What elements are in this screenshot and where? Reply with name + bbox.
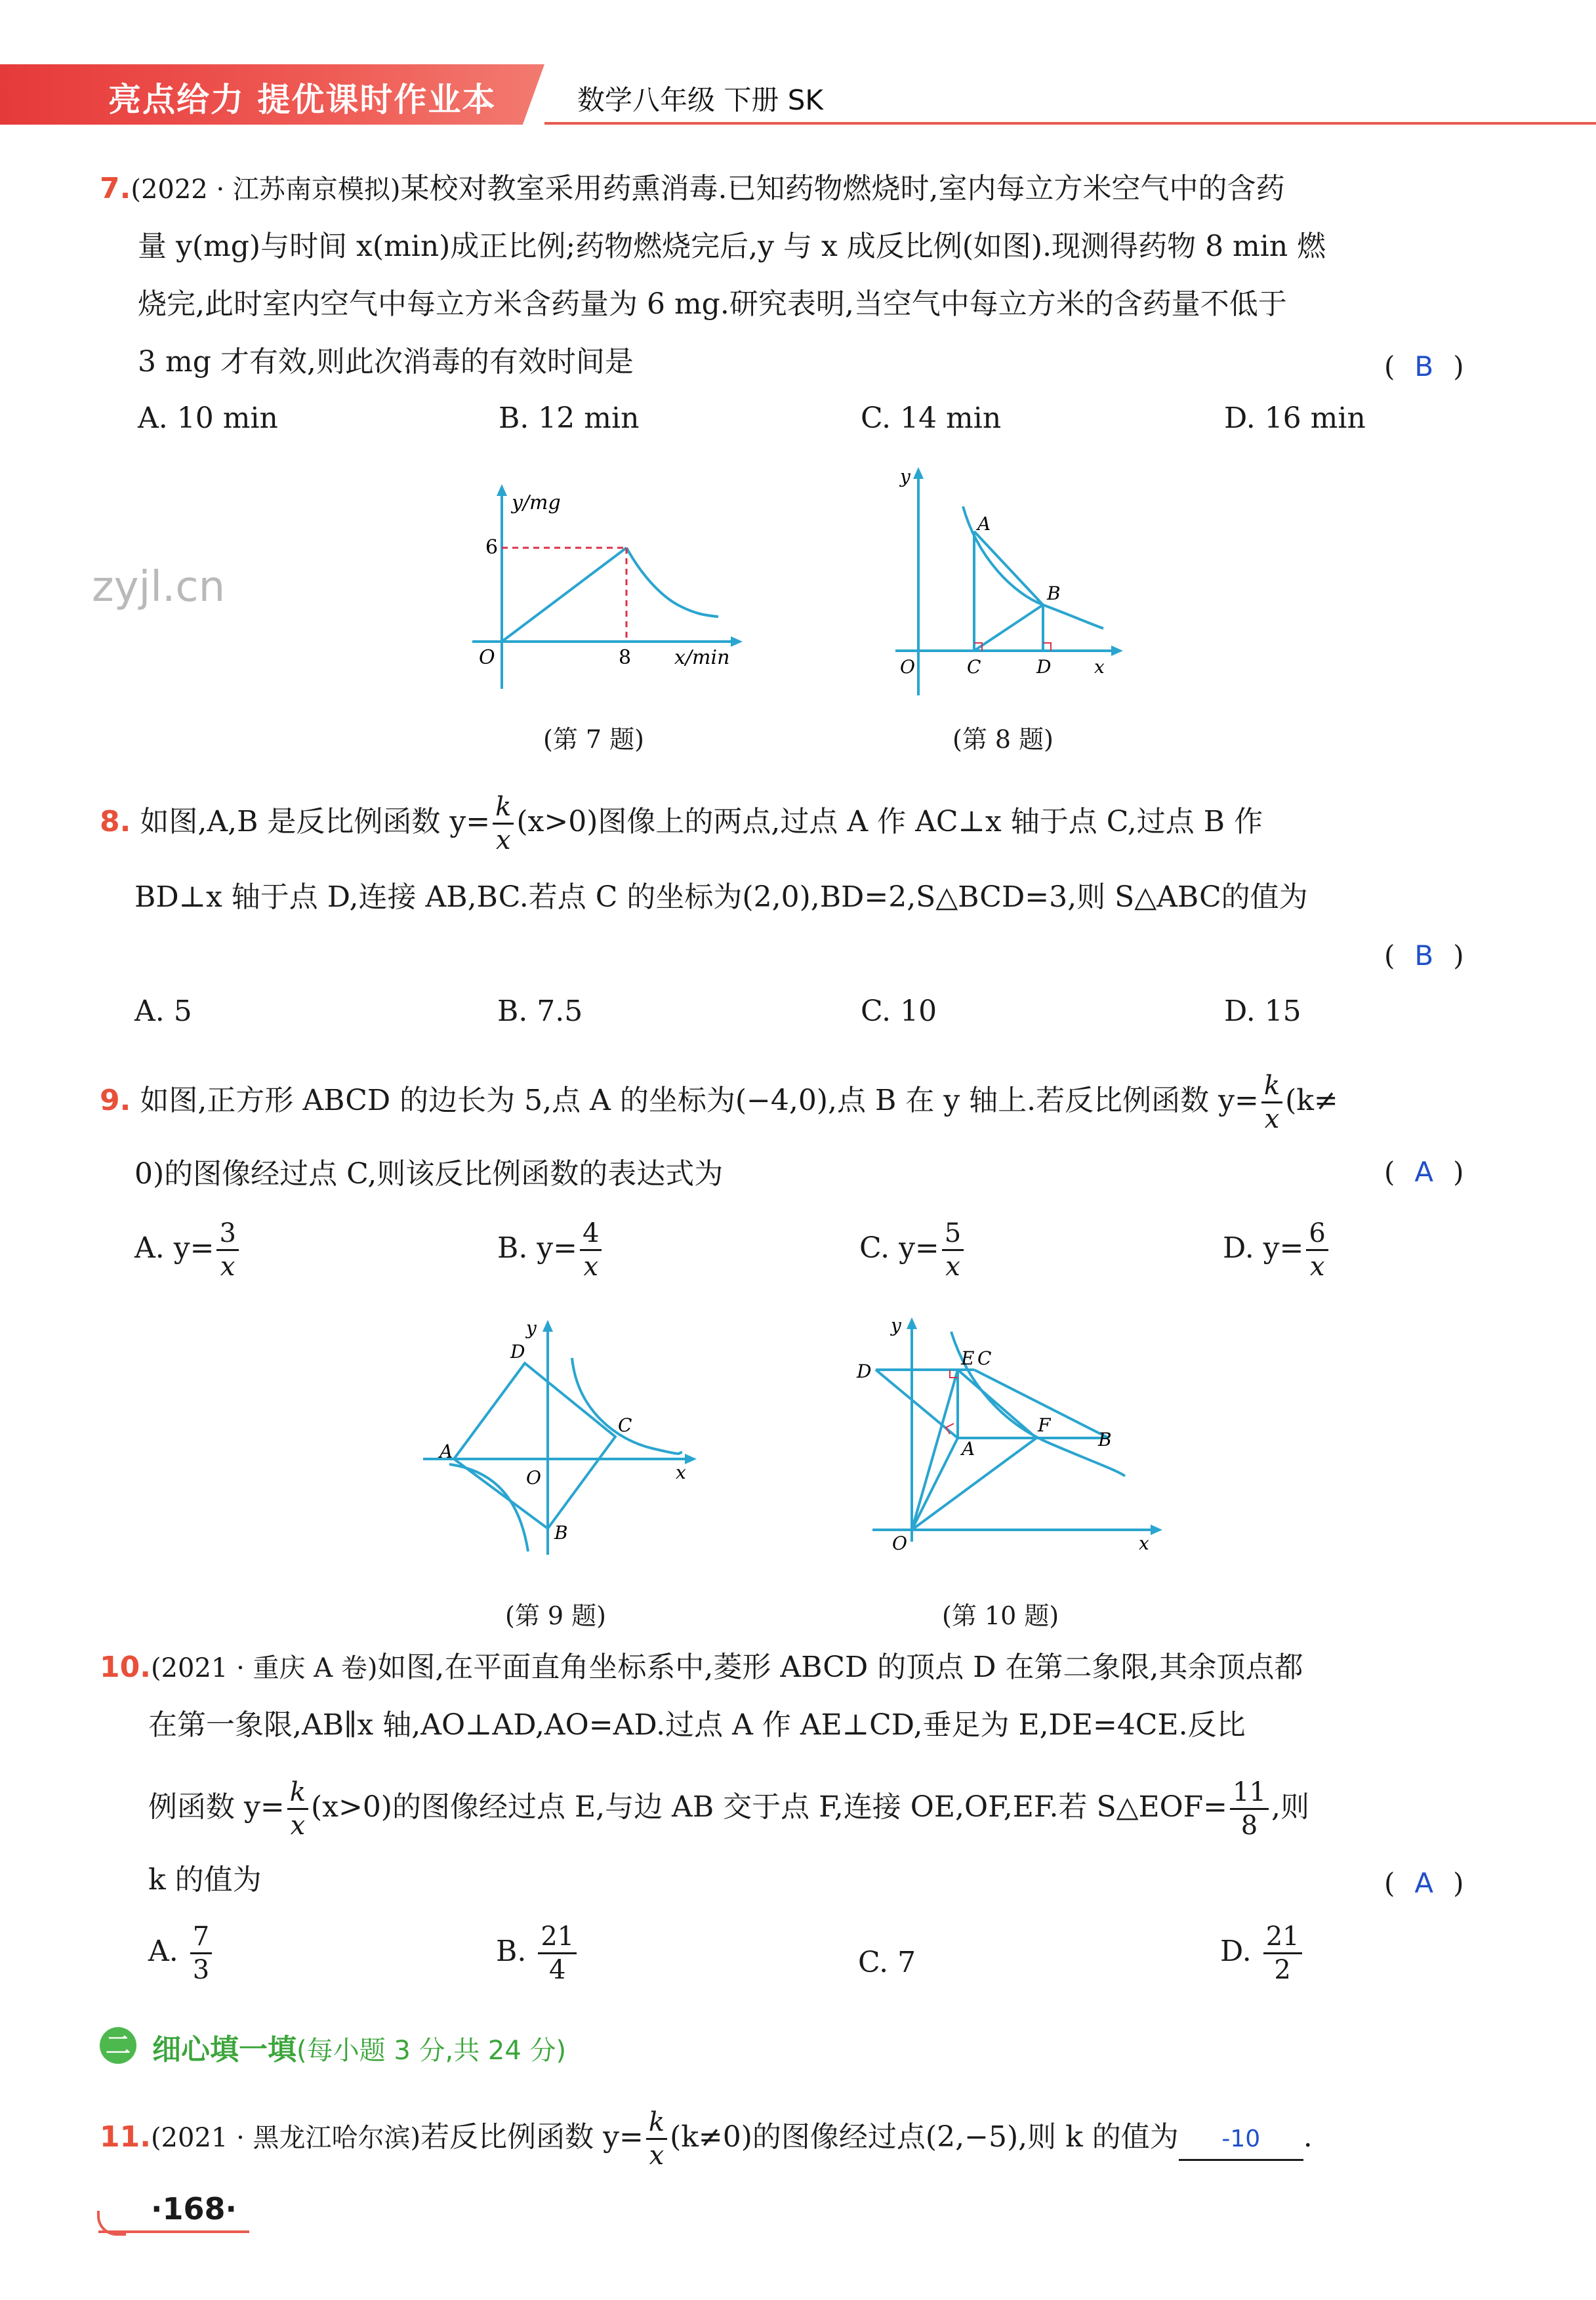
figure-8 (892, 459, 1128, 708)
fig8-x-arrow (1111, 646, 1123, 656)
fig10-label-a: A (962, 1438, 975, 1460)
q10-option-a-den: 3 (192, 1955, 210, 1985)
q8-option-c: C. 10 (861, 995, 937, 1028)
q8-option-b: B. 7.5 (497, 995, 583, 1028)
fig7-y-label: y/mg (512, 491, 561, 514)
q10-option-d-num: 21 (1263, 1923, 1302, 1954)
q9-answer-bracket: ( A ) (1384, 1156, 1464, 1188)
q10-text-3b: (x>0)的图像经过点 E,与边 AB 交于点 F,连接 OE,OF,EF.若 S△EOF= (310, 1790, 1228, 1824)
figure-9 (420, 1312, 702, 1561)
q10-fraction-area (1230, 1779, 1269, 1839)
fig9-label-x: x (676, 1462, 686, 1483)
fig10-caption: (第 10 题) (942, 1601, 1059, 1630)
fig9-x-arrow (685, 1454, 697, 1464)
fig7-origin: O (479, 646, 495, 669)
section-2-icon: 二 (100, 2027, 136, 2064)
q10-answer-bracket: ( A ) (1384, 1867, 1464, 1899)
q10-frac-den: x (290, 1811, 306, 1841)
figure-7 (446, 472, 761, 708)
q7-line3: 烧完,此时室内空气中每立方米含药量为 6 mg.研究表明,当空气中每立方米的含药量不低于 (138, 287, 1287, 321)
fig10-label-c: C (977, 1347, 992, 1369)
q10-text-1: 如图,在平面直角坐标系中,菱形 ABCD 的顶点 D 在第二象限,其余顶点都 (377, 1651, 1303, 1684)
q10-option-c: C. 7 (858, 1946, 916, 1979)
q10-option-a-prefix: A. (148, 1935, 178, 1968)
q9-option-d (1223, 1220, 1331, 1280)
fig10-x-arrow (1151, 1525, 1162, 1535)
fig8-label-o: O (900, 656, 915, 678)
fig10-label-o: O (892, 1532, 907, 1554)
q9-option-a-num: 3 (216, 1220, 238, 1251)
figure-10 (853, 1312, 1168, 1561)
q10-option-b (496, 1923, 579, 1983)
q9-option-c-num: 5 (942, 1220, 964, 1251)
q9-fraction (1261, 1073, 1282, 1132)
q8-line2: BD⊥x 轴于点 D,连接 AB,BC.若点 C 的坐标为(2,0),BD=2,S△BCD=3,则 S△ABC的值为 (134, 880, 1308, 914)
q9-frac-num: k (1261, 1073, 1282, 1103)
q9-option-b-prefix: B. y= (497, 1231, 578, 1265)
fig10-label-b: B (1098, 1429, 1112, 1450)
watermark: zyjl.cn (92, 563, 226, 611)
section-2-title (152, 2026, 566, 2068)
q7-option-d: D. 16 min (1224, 401, 1366, 435)
q10-option-d-den: 2 (1274, 1955, 1291, 1985)
fig9-label-a: A (440, 1441, 453, 1462)
q9-option-d-prefix: D. y= (1223, 1231, 1304, 1265)
q9-option-c (859, 1220, 966, 1280)
fig7-y-arrow (497, 484, 507, 496)
q10-source: (2021 · 重庆 A 卷) (150, 1653, 378, 1683)
q9-frac-den: x (1264, 1104, 1280, 1134)
q9-line2: 0)的图像经过点 C,则该反比例函数的表达式为 (134, 1157, 724, 1191)
fig8-label-b: B (1047, 583, 1061, 604)
fig7-x-arrow (731, 636, 743, 647)
q7-line1 (100, 169, 1284, 209)
fig8-y-arrow (913, 467, 924, 479)
q7-option-a: A. 10 min (138, 401, 278, 435)
q10-option-a (148, 1923, 215, 1983)
fig7-linear-segment (502, 548, 626, 642)
q8-line1 (100, 794, 1263, 853)
q11-text-b: (k≠0)的图像经过点(2,−5),则 k 的值为 (670, 2120, 1179, 2154)
page-number: ·168· (151, 2191, 237, 2227)
q7-text-1: 某校对教室采用药熏消毒.已知药物燃烧时,室内每立方米空气中的含药 (400, 172, 1285, 205)
q10-fraction-k (287, 1779, 308, 1839)
fig7-x-tick: 8 (619, 646, 632, 669)
fig7-hyperbola (626, 548, 718, 617)
fig8-segment-ab (974, 531, 1043, 605)
fig8-label-d: D (1036, 656, 1052, 678)
fig10-label-e: E (961, 1347, 975, 1369)
q11-text-a: 若反比例函数 y= (420, 2120, 644, 2154)
q8-answer-bracket: ( B ) (1384, 939, 1464, 972)
fig9-hyperbola-q1 (572, 1358, 682, 1454)
q10-text-3c: ,则 (1271, 1790, 1309, 1824)
q10-option-b-den: 4 (549, 1955, 566, 1985)
q10-option-d (1220, 1923, 1305, 1983)
fig9-label-o: O (526, 1467, 541, 1489)
q9-line1 (100, 1073, 1338, 1132)
book-subject: 数学八年级 下册 SK (577, 84, 823, 116)
fig7-y-tick: 6 (485, 536, 499, 559)
fig10-y-arrow (907, 1317, 917, 1329)
q9-option-c-prefix: C. y= (859, 1231, 939, 1265)
q11-line (100, 2109, 1313, 2169)
fig8-label-y: y (900, 466, 911, 487)
fig8-label-c: C (967, 656, 981, 678)
q8-option-a: A. 5 (134, 995, 192, 1028)
q8-option-d: D. 15 (1224, 995, 1301, 1028)
fig9-label-y: y (526, 1317, 537, 1339)
q7-answer-bracket: ( B ) (1384, 350, 1464, 382)
q10-option-d-prefix: D. (1220, 1935, 1252, 1968)
fig9-hyperbola-q3 (449, 1464, 528, 1551)
fig9-label-c: C (618, 1414, 632, 1436)
fig10-label-x: x (1139, 1532, 1149, 1554)
q10-area-num: 11 (1230, 1779, 1269, 1810)
fig10-label-y: y (891, 1315, 901, 1336)
q11-number: 11. (100, 2120, 151, 2154)
q8-answer: B (1414, 939, 1434, 972)
q11-frac-den: x (649, 2141, 665, 2171)
q10-line3 (148, 1779, 1309, 1839)
header-rule (544, 122, 1596, 125)
fig9-square-abcd (454, 1363, 615, 1529)
q9-option-d-num: 6 (1306, 1220, 1328, 1251)
q10-text-3a: 例函数 y= (148, 1790, 285, 1824)
q9-option-c-den: x (945, 1252, 960, 1282)
q11-answer-blank: -10 (1179, 2120, 1303, 2161)
q10-line2: 在第一象限,AB∥x 轴,AO⊥AD,AO=AD.过点 A 作 AE⊥CD,垂足为 E,DE=4CE.反比 (148, 1708, 1246, 1742)
fig8-label-x: x (1094, 656, 1105, 678)
q7-option-b: B. 12 min (499, 401, 640, 435)
q10-area-den: 8 (1240, 1811, 1258, 1841)
q9-option-a-den: x (220, 1252, 235, 1282)
fig9-label-d: D (510, 1341, 525, 1363)
q9-option-d-den: x (1309, 1252, 1325, 1282)
fig10-label-f: F (1038, 1414, 1051, 1436)
q11-end: . (1303, 2120, 1313, 2154)
q7-number: 7. (100, 172, 131, 205)
q9-option-a-prefix: A. y= (134, 1231, 215, 1265)
page-number-rule (98, 2230, 249, 2233)
q8-fraction (493, 794, 514, 853)
q7-source: (2022 · 江苏南京模拟) (131, 175, 401, 205)
q10-option-b-num: 21 (538, 1923, 577, 1954)
q10-frac-num: k (287, 1779, 308, 1810)
q10-option-a-num: 7 (190, 1923, 212, 1954)
q9-text-1b: (k≠ (1285, 1084, 1338, 1117)
fig7-x-label: x/min (674, 646, 730, 669)
book-title: 亮点给力 提优课时作业本 (108, 81, 497, 119)
fig7-caption: (第 7 题) (543, 725, 644, 754)
q9-option-a (134, 1220, 241, 1280)
fig9-label-b: B (554, 1522, 568, 1544)
q9-option-b-num: 4 (580, 1220, 602, 1251)
q9-number: 9. (100, 1084, 131, 1117)
section-2-heading: 细心填一填 (152, 2033, 297, 2066)
fig10-label-d: D (857, 1361, 872, 1382)
q7-option-c: C. 14 min (861, 401, 1002, 435)
q11-fraction (646, 2109, 667, 2169)
fig9-caption: (第 9 题) (505, 1601, 606, 1630)
q9-answer: A (1414, 1156, 1434, 1188)
q9-option-b (497, 1220, 604, 1280)
section-2-points: (每小题 3 分,共 24 分) (297, 2036, 567, 2066)
page-header (0, 64, 1596, 125)
q8-frac-num: k (493, 794, 514, 825)
fig8-caption: (第 8 题) (952, 725, 1054, 754)
q7-answer: B (1414, 350, 1434, 382)
q10-line1 (100, 1648, 1303, 1688)
q10-number: 10. (100, 1651, 151, 1684)
q8-number: 8. (100, 805, 131, 838)
q7-line4: 3 mg 才有效,则此次消毒的有效时间是 (138, 345, 634, 379)
q9-option-b-den: x (583, 1252, 599, 1282)
fig8-label-a: A (977, 513, 991, 535)
q9-text-1a: 如图,正方形 ABCD 的边长为 5,点 A 的坐标为(−4,0),点 B 在 y 轴上.若反比例函数 y= (140, 1084, 1259, 1117)
q10-line4: k 的值为 (148, 1863, 262, 1897)
fig8-segment-bc (974, 605, 1043, 651)
q8-text-1b: (x>0)图像上的两点,过点 A 作 AC⊥x 轴于点 C,过点 B 作 (516, 805, 1263, 838)
q8-frac-den: x (495, 825, 511, 855)
q11-frac-num: k (646, 2109, 667, 2140)
q7-line2: 量 y(mg)与时间 x(min)成正比例;药物燃烧完后,y 与 x 成反比例(如图).现测得药物 8 min 燃 (138, 230, 1326, 263)
fig9-y-arrow (542, 1320, 553, 1332)
q8-text-1a: 如图,A,B 是反比例函数 y= (140, 805, 491, 838)
q10-answer: A (1414, 1867, 1434, 1899)
q11-source: (2021 · 黑龙江哈尔滨) (150, 2123, 421, 2153)
q10-option-b-prefix: B. (496, 1935, 527, 1968)
